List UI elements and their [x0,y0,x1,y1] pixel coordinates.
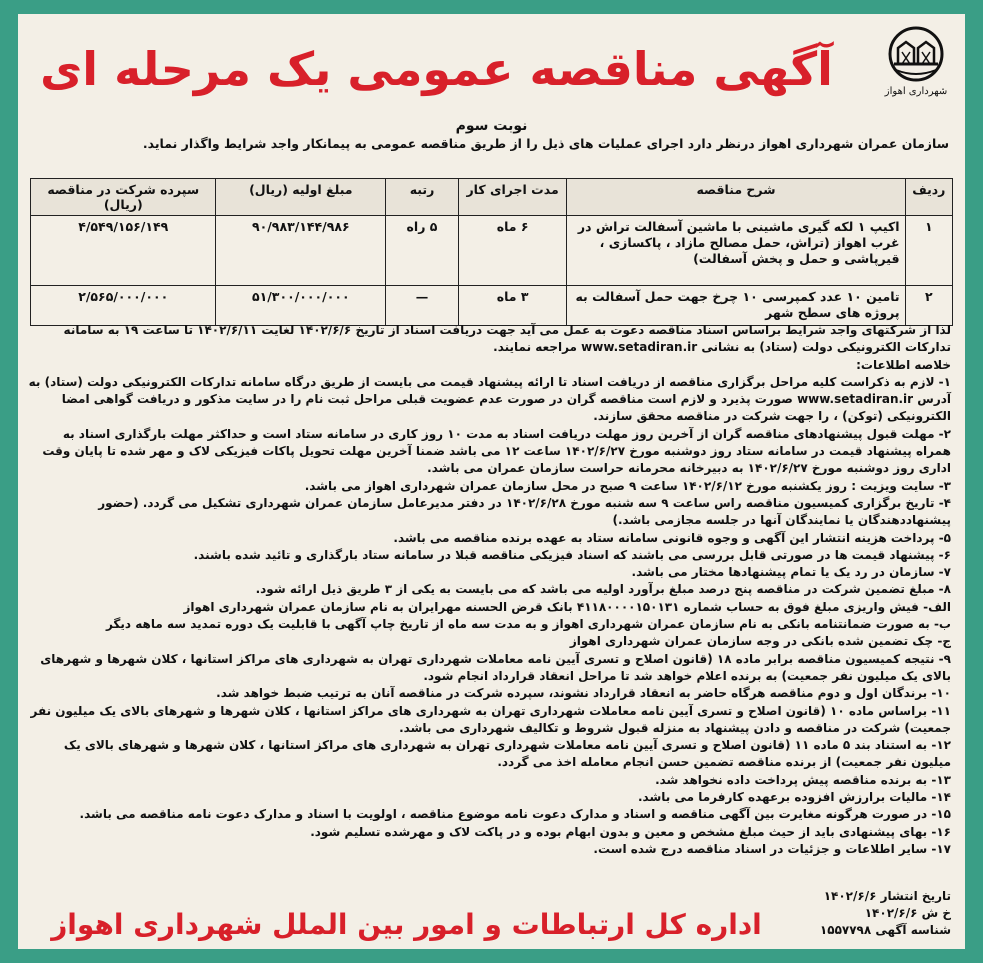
ad-id: شناسه آگهی ۱۵۵۷۷۹۸ [819,923,951,937]
row-deposit: ۲/۵۶۵/۰۰۰/۰۰۰ [31,286,216,326]
paragraph: خلاصه اطلاعات: [856,357,951,372]
row-num: ۲ [905,286,952,326]
paragraph: ۱۱- براساس ماده ۱۰ (قانون اصلاح و تسری آیین نامه معاملات شهرداری تهران به شهرداری های مراکز استانها ، کلان شهرها و شهرهای بالای یک میلیون نفر جمعیت) شرکت در مناقصه و دادن پیشنهاد به منزله قبول شروط و تکالیف شهرداری می باشد. [30,703,951,735]
paragraph: ۱۲- به استناد بند ۵ ماده ۱۱ (قانون اصلاح و تسری آیین نامه معاملات شهرداری تهران به شهرداری های مراکز استانها ، کلان شهرها و شهرهای بالای یک میلیون نفر جمعیت) از برنده مناقصه تضمین حسن انجام معامله اخذ می گردد. [63,738,951,770]
header [18,14,965,126]
row-price: ۹۰/۹۸۳/۱۴۴/۹۸۶ [216,216,386,286]
paragraph: ۱۵- در صورت هرگونه مغایرت بین آگهی مناقصه و اسناد و مدارک دعوت نامه موضوع مناقصه ، اولویت با اسناد و مدارک دعوت نامه مناقصه می باشد. [79,807,951,822]
paragraph: ۵- پرداخت هزینه انتشار این آگهی و وجوه قانونی سامانه ستاد به عهده برنده مناقصه می باشد. [393,530,951,545]
row-num: ۱ [905,216,952,286]
header-desc: شرح مناقصه [567,179,905,216]
page-title: آگهی مناقصه عمومی یک مرحله ای [40,42,833,96]
paragraph: ب- به صورت ضمانتنامه بانکی به نام سازمان عمران شهرداری اهواز و به مدت سه ماه از تاریخ چاپ آگهی با قابلیت یک دوره تمدید سه ماهه دیگر [105,617,951,632]
paragraph: ۶- پیشنهاد قیمت ها در صورتی قابل بررسی می باشند که اسناد فیزیکی مناقصه قبلا در سامانه ستاد بارگذاری و تائید شده باشند. [193,547,951,562]
paragraph: ۹- نتیجه کمیسیون مناقصه برابر ماده ۱۸ (قانون اصلاح و تسری آیین نامه معاملات شهرداری تهران به شهرداری های مراکز استانها ، کلان شهرها و شهرهای بالای یک میلیون نفر جمعیت) به برنده اعلام خواهد شد تا مراحل انعقاد قرارداد انجام شود. [40,651,951,683]
table-header-row [31,179,953,216]
publication-meta [781,888,951,939]
paragraph: ۷- سازمان در رد یک یا تمام پیشنهادها مختار می باشد. [631,565,951,580]
row-desc: اکیپ ۱ لکه گیری ماشینی با ماشین آسفالت تراش در غرب اهواز (تراش، حمل مصالح مازاد ، پاکسازی ، قیرپاشی و حمل و پخش آسفالت) [567,216,905,286]
header-duration: مدت اجرای کار [458,179,567,216]
paragraph: ۳- سایت ویزیت : روز یکشنبه مورخ ۱۴۰۲/۶/۱۲ ساعت ۹ صبح در محل سازمان عمران شهرداری اهواز می باشد. [304,478,951,493]
paragraph: ۲- مهلت قبول پیشنهادهای مناقصه گران از آخرین روز مهلت دریافت اسناد به مدت ۱۰ روز کاری در سامانه ستاد است و حداکثر مهلت بارگذاری اسناد به همراه پیشنهاد قیمت در سامانه ستاد روز دوشنبه مورخ ۱۴۰۲/۶/۲۷ ساعت ۱۲ می باشد ضمنا آخرین مهلت تحویل پاکات فیزیکی لاک و مهر شده تا پایان وقت اداری روز دوشنبه مورخ ۱۴۰۲/۶/۲۷ به دبیرخانه محرمانه حراست سازمان عمران می باشد. [42,426,951,476]
header-deposit: سپرده شرکت در مناقصه (ریال) [31,179,216,216]
row-rank: — [386,286,459,326]
municipality-logo [881,24,951,114]
publication-date: تاریخ انتشار ۱۴۰۲/۶/۶ [823,889,951,903]
intro-text: سازمان عمران شهرداری اهواز درنظر دارد اجرای عملیات های ذیل را از طریق مناقصه عمومی به پیمانکار واجد شرایط واگذار نماید. [142,136,949,151]
paragraph: ج- چک تضمین شده بانکی در وجه سازمان عمران شهرداری اهواز [569,634,951,649]
row-duration: ۳ ماه [458,286,567,326]
paragraph: ۱۶- بهای پیشنهادی باید از حیث مبلغ مشخص و معین و بدون ابهام بوده و در پاکت لاک و مهرشده تسلیم شود. [310,824,951,839]
paragraph: ۱۰- برندگان اول و دوم مناقصه هرگاه حاضر به انعقاد قرارداد نشوند، سپرده شرکت در مناقصه آنان به ترتیب ضبط خواهد شد. [216,686,951,701]
header-rank: رتبه [386,179,459,216]
row-duration: ۶ ماه [458,216,567,286]
bridge-emblem-icon [888,24,944,84]
table-row [31,286,953,326]
tender-table [30,178,953,326]
notice-sheet [18,14,965,949]
paragraph: ۱۷- سایر اطلاعات و جزئیات در اسناد مناقصه درج شده است. [593,841,951,856]
paragraph: ۱۳- به برنده مناقصه پیش پرداخت داده نخواهد شد. [655,772,951,787]
paragraph: ۴- تاریخ برگزاری کمیسیون مناقصه راس ساعت ۹ سه شنبه مورخ ۱۴۰۲/۶/۲۸ در دفتر مدیرعامل سازمان عمران شهرداری تشکیل می گردد. (حضور پیشنهاددهندگان یا نمایندگان آنها در جلسه مجازمی باشد.) [98,495,951,528]
paragraph: ۱۴- مالیات برارزش افزوده برعهده کارفرما می باشد. [637,790,951,805]
row-rank: ۵ راه [386,216,459,286]
paragraph: ۱- لازم به ذکراست کلیه مراحل برگزاری مناقصه از دریافت اسناد تا ارائه پیشنهاد قیمت می بایست از طریق درگاه سامانه تدارکات الکترونیکی دولت (ستاد) به آدرس www.setadiran.ir صورت پذیرد و لازم است مناقصه گران در صورت عدم عضویت قبلی مراحل ثبت نام را در سایت مذکور و دریافت گواهی امضا الکترونیکی (توکن) ، را جهت شرکت در مناقصه محقق سازند. [28,374,951,424]
paragraph: لذا از شرکتهای واجد شرایط براساس اسناد مناقصه دعوت به عمل می آید جهت دریافت اسناد از تاریخ ۱۴۰۲/۶/۶ لغایت ۱۴۰۲/۶/۱۱ تا ساعت ۱۹ به سامانه تدارکات الکترونیکی دولت (ستاد) به نشانی www.setadiran.ir مراجعه نمایند. [63,323,951,355]
row-deposit: ۴/۵۴۹/۱۵۶/۱۴۹ [31,216,216,286]
row-price: ۵۱/۳۰۰/۰۰۰/۰۰۰ [216,286,386,326]
header-num: ردیف [905,179,952,216]
notice-body [28,322,951,858]
paragraph: ۸- مبلغ تضمین شرکت در مناقصه پنج درصد مبلغ برآورد اولیه می باشد که می بایست به یکی از ۳ طریق ذیل ارائه شود. [255,582,951,597]
header-price: مبلغ اولیه (ریال) [216,179,386,216]
department-name: اداره کل ارتباطات و امور بین الملل شهرداری اهواز [51,908,762,941]
paragraph: الف- فیش واریزی مبلغ فوق به حساب شماره ۴۱۱۸۰۰۰۰۱۵۰۱۳۱ بانک قرض الحسنه مهرایران به نام سازمان عمران شهرداری اهواز [183,599,951,614]
serial-code: خ ش ۱۴۰۲/۶/۶ [864,906,951,920]
row-desc: تامین ۱۰ عدد کمپرسی ۱۰ چرخ جهت حمل آسفالت به پروژه های سطح شهر [567,286,905,326]
table-row [31,216,953,286]
round-label: نوبت سوم [455,118,528,134]
logo-caption: شهرداری اهواز [884,86,948,97]
